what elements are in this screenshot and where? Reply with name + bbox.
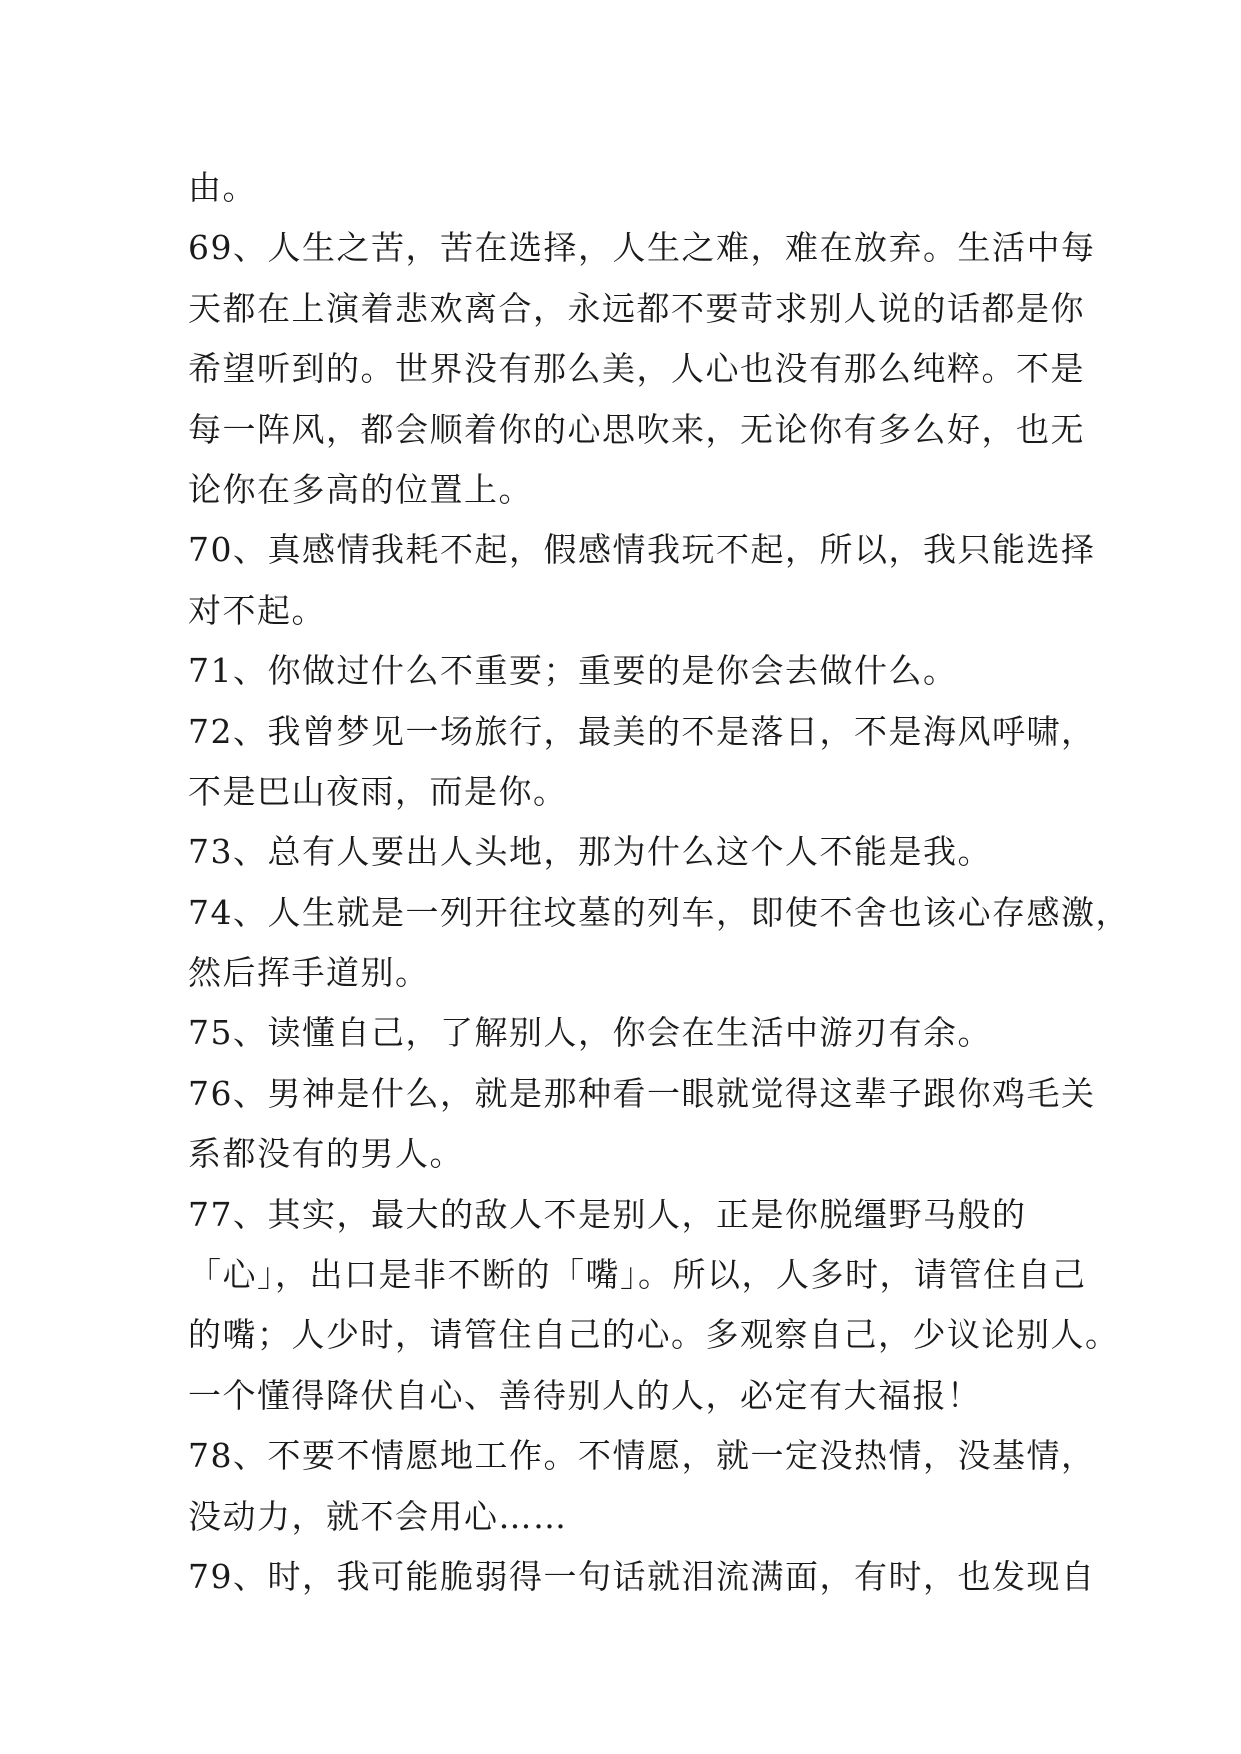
text-line: 75、读懂自己，了解别人，你会在生活中游刃有余。 [188,1013,992,1053]
text-line: 73、总有人要出人头地，那为什么这个人不能是我。 [188,832,992,872]
text-line: 79、时，我可能脆弱得一句话就泪流满面，有时，也发现自 [188,1556,1096,1596]
text-line: 对不起。 [188,590,326,630]
text-line: 希望听到的。世界没有那么美，人心也没有那么纯粹。不是 [188,349,1085,389]
text-line: 论你在多高的位置上。 [188,469,533,509]
text-line: 天都在上演着悲欢离合，永远都不要苛求别人说的话都是你 [188,288,1085,328]
text-line: 70、真感情我耗不起，假感情我玩不起，所以，我只能选择 [188,530,1096,570]
text-line: 系都没有的男人。 [188,1134,464,1174]
text-line: 78、不要不情愿地工作。不情愿，就一定没热情，没基情， [188,1436,1096,1476]
text-line: 然后挥手道别。 [188,953,430,993]
text-line: 69、人生之苦，苦在选择，人生之难，难在放弃。生活中每 [188,228,1096,268]
text-line: 的嘴；人少时，请管住自己的心。多观察自己，少议论别人。 [188,1315,1120,1355]
text-line: 由。 [188,168,257,207]
text-line: 「心」，出口是非不断的「嘴」。所以，人多时，请管住自己 [188,1255,1087,1295]
text-line: 77、其实，最大的敌人不是别人，正是你脱缰野马般的 [188,1194,1027,1234]
text-line: 71、你做过什么不重要；重要的是你会去做什么。 [188,651,958,691]
text-line: 没动力，就不会用心…… [188,1496,568,1536]
text-line: 每一阵风，都会顺着你的心思吹来，无论你有多么好，也无 [188,409,1085,449]
text-line: 76、男神是什么，就是那种看一眼就觉得这辈子跟你鸡毛关 [188,1073,1096,1113]
text-line: 不是巴山夜雨，而是你。 [188,771,568,811]
text-line: 74、人生就是一列开往坟墓的列车，即使不舍也该心存感激， [188,892,1130,932]
text-line: 一个懂得降伏自心、善待别人的人，必定有大福报！ [188,1375,982,1415]
text-line: 72、我曾梦见一场旅行，最美的不是落日，不是海风呼啸， [188,711,1096,751]
body-text [188,158,1130,1607]
